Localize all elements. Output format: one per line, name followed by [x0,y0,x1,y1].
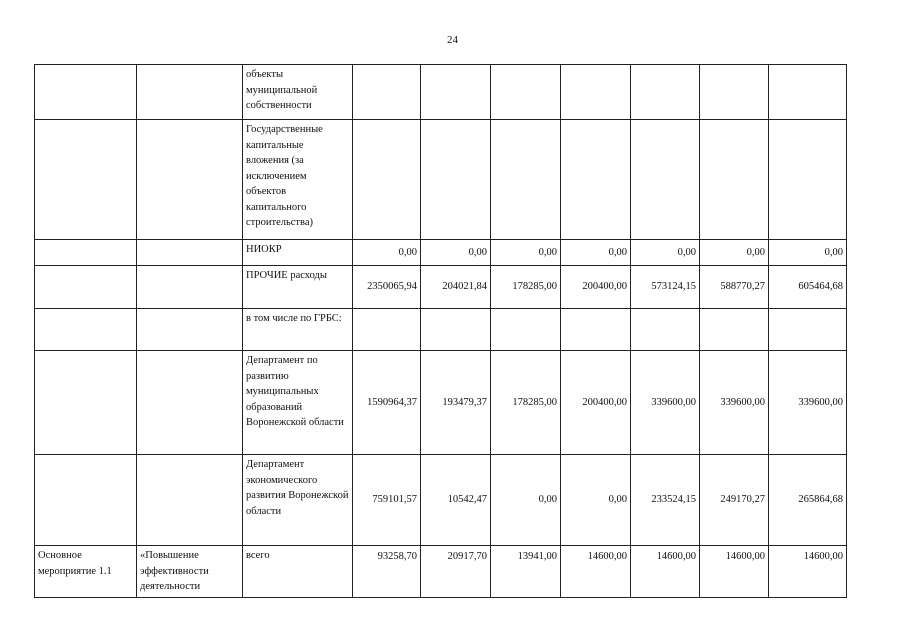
table-row [35,309,847,351]
value-cell: 588770,27 [700,266,769,309]
source-label-cell: Департамент экономического развития Воронежской области [243,455,353,546]
activity-type-cell [35,351,137,455]
value-cell: 605464,68 [769,266,847,309]
value-cell [491,309,561,351]
value-cell: 0,00 [700,240,769,266]
value-cell: 193479,37 [421,351,491,455]
table-row [35,65,847,120]
value-cell: 0,00 [353,240,421,266]
value-cell: 265864,68 [769,455,847,546]
value-cell [491,65,561,120]
activity-type-cell [35,65,137,120]
value-cell [353,65,421,120]
source-label-cell: всего [243,546,353,598]
value-cell: 233524,15 [631,455,700,546]
value-cell [421,120,491,240]
source-label-cell: объекты муниципальной собственности [243,65,353,120]
value-cell [353,120,421,240]
value-cell: 0,00 [561,455,631,546]
value-cell: 204021,84 [421,266,491,309]
value-cell [631,309,700,351]
value-cell: 0,00 [769,240,847,266]
table-row [35,240,847,266]
value-cell [769,309,847,351]
source-label-cell: Департамент по развитию муниципальных образований Воронежской области [243,351,353,455]
source-label-cell: в том числе по ГРБС: [243,309,353,351]
activity-type-cell: Основное мероприятие 1.1 [35,546,137,598]
value-cell: 0,00 [491,455,561,546]
value-cell: 573124,15 [631,266,700,309]
value-cell: 249170,27 [700,455,769,546]
budget-table [34,64,847,598]
activity-type-cell [35,120,137,240]
value-cell [631,65,700,120]
value-cell: 2350065,94 [353,266,421,309]
value-cell [631,120,700,240]
value-cell [561,120,631,240]
value-cell: 759101,57 [353,455,421,546]
value-cell: 200400,00 [561,266,631,309]
value-cell: 14600,00 [769,546,847,598]
activity-name-cell [137,120,243,240]
value-cell: 20917,70 [421,546,491,598]
value-cell [700,309,769,351]
value-cell: 200400,00 [561,351,631,455]
activity-name-cell [137,65,243,120]
table-row [35,351,847,455]
table-row [35,455,847,546]
value-cell: 14600,00 [700,546,769,598]
activity-type-cell [35,240,137,266]
value-cell: 178285,00 [491,266,561,309]
value-cell [700,120,769,240]
value-cell: 0,00 [491,240,561,266]
value-cell: 1590964,37 [353,351,421,455]
value-cell: 13941,00 [491,546,561,598]
source-label-cell: Государственные капитальные вложения (за исключением объектов капитального строительства) [243,120,353,240]
value-cell [421,65,491,120]
page-number: 24 [447,34,458,46]
table-row [35,546,847,598]
value-cell: 339600,00 [631,351,700,455]
activity-type-cell [35,266,137,309]
activity-name-cell [137,240,243,266]
value-cell [700,65,769,120]
activity-type-cell [35,455,137,546]
value-cell: 0,00 [631,240,700,266]
table-row [35,266,847,309]
activity-name-cell [137,351,243,455]
value-cell [769,65,847,120]
value-cell: 10542,47 [421,455,491,546]
value-cell: 93258,70 [353,546,421,598]
value-cell: 0,00 [421,240,491,266]
activity-name-cell: «Повышение эффективности деятельности [137,546,243,598]
value-cell [561,65,631,120]
value-cell: 339600,00 [700,351,769,455]
activity-name-cell [137,266,243,309]
value-cell [561,309,631,351]
value-cell [421,309,491,351]
value-cell [769,120,847,240]
value-cell: 0,00 [561,240,631,266]
table-row [35,120,847,240]
activity-name-cell [137,455,243,546]
value-cell: 339600,00 [769,351,847,455]
value-cell [353,309,421,351]
source-label-cell: НИОКР [243,240,353,266]
value-cell [491,120,561,240]
value-cell: 14600,00 [561,546,631,598]
value-cell: 178285,00 [491,351,561,455]
source-label-cell: ПРОЧИЕ расходы [243,266,353,309]
activity-name-cell [137,309,243,351]
value-cell: 14600,00 [631,546,700,598]
activity-type-cell [35,309,137,351]
